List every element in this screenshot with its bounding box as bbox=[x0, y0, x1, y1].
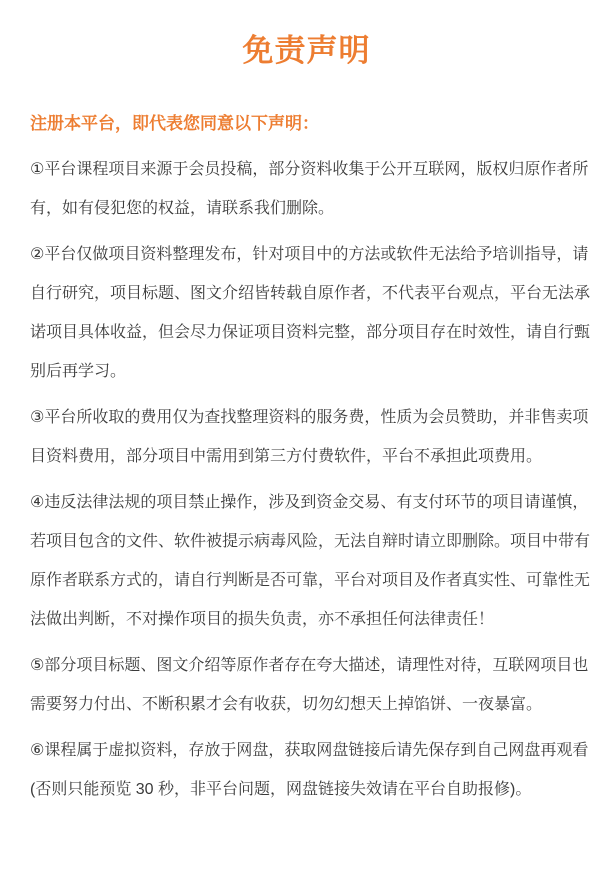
page-title: 免责声明 bbox=[242, 33, 371, 68]
text-line: 目资料费用，部分项目中需用到第三方付费软件，平台不承担此项费用。 bbox=[30, 448, 543, 465]
text-line: ④违反法律法规的项目禁止操作，涉及到资金交易、有支付环节的项目请谨慎， bbox=[30, 494, 589, 511]
disclaimer-paragraph-1 bbox=[30, 150, 588, 228]
text-line: 有，如有侵犯您的权益，请联系我们删除。 bbox=[30, 200, 335, 217]
text-line: (否则只能预览 30 秒，非平台问题，网盘链接失效请在平台自助报修)。 bbox=[30, 781, 532, 798]
text-line: 诺项目具体收益，但会尽力保证项目资料完整，部分项目存在时效性，请自行甄 bbox=[30, 324, 591, 341]
text-line: ⑥课程属于虚拟资料，存放于网盘，获取网盘链接后请先保存到自己网盘再观看 bbox=[30, 742, 589, 759]
text-line: 法做出判断，不对操作项目的损失负责，亦不承担任何法律责任！ bbox=[30, 611, 495, 628]
intro-statement: 注册本平台，即代表您同意以下声明： bbox=[30, 114, 319, 133]
text-line: ①平台课程项目来源于会员投稿，部分资料收集于公开互联网，版权归原作者所 bbox=[30, 161, 589, 178]
text-line: ⑤部分项目标题、图文介绍等原作者存在夸大描述，请理性对待，互联网项目也 bbox=[30, 657, 589, 674]
disclaimer-paragraph-6 bbox=[30, 731, 588, 809]
disclaimer-paragraph-3 bbox=[30, 398, 588, 476]
disclaimer-paragraph-5 bbox=[30, 646, 588, 724]
text-line: 若项目包含的文件、软件被提示病毒风险，无法自辩时请立即删除。项目中带有 bbox=[30, 533, 591, 550]
text-line: ②平台仅做项目资料整理发布，针对项目中的方法或软件无法给予培训指导，请 bbox=[30, 246, 589, 263]
disclaimer-paragraph-2 bbox=[30, 235, 591, 391]
disclaimer-page bbox=[0, 31, 613, 871]
disclaimer-paragraph-4 bbox=[30, 483, 591, 639]
text-line: 别后再学习。 bbox=[30, 363, 127, 380]
text-line: ③平台所收取的费用仅为查找整理资料的服务费，性质为会员赞助，并非售卖项 bbox=[30, 409, 589, 426]
disclaimer-content bbox=[0, 104, 613, 809]
text-line: 需要努力付出、不断积累才会有收获，切勿幻想天上掉馅饼、一夜暴富。 bbox=[30, 696, 543, 713]
text-line: 原作者联系方式的，请自行判断是否可靠，平台对项目及作者真实性、可靠性无 bbox=[30, 572, 591, 589]
paragraph-list bbox=[30, 150, 591, 809]
text-line: 自行研究，项目标题、图文介绍皆转载自原作者，不代表平台观点，平台无法承 bbox=[30, 285, 591, 302]
